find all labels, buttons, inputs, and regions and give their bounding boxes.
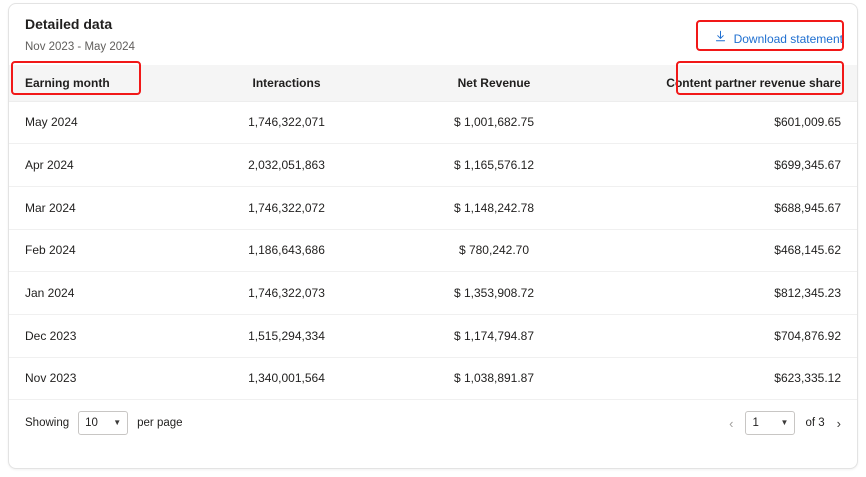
chevron-left-icon[interactable]: ‹: [729, 415, 734, 431]
column-header-interactions: Interactions: [184, 65, 389, 101]
cell-partner-share: $601,009.65: [599, 101, 857, 144]
cell-net-revenue: $ 1,165,576.12: [389, 144, 599, 187]
current-page-value: 1: [752, 417, 759, 430]
per-page-label: per page: [137, 417, 183, 430]
cell-net-revenue: $ 1,148,242.78: [389, 186, 599, 229]
table-row[interactable]: [9, 186, 857, 229]
column-header-net-revenue: Net Revenue: [389, 65, 599, 101]
table-row[interactable]: [9, 144, 857, 187]
cell-earning-month: Feb 2024: [9, 229, 184, 272]
cell-partner-share: $812,345.23: [599, 272, 857, 315]
detailed-data-card: [8, 3, 858, 469]
cell-earning-month: Apr 2024: [9, 144, 184, 187]
chevron-right-icon[interactable]: ›: [836, 415, 841, 431]
cell-earning-month: Nov 2023: [9, 357, 184, 400]
download-icon: [714, 30, 727, 47]
column-header-earning-month: Earning month: [9, 65, 184, 101]
cell-partner-share: $468,145.62: [599, 229, 857, 272]
download-statement-label[interactable]: Download statement: [733, 31, 843, 46]
cell-partner-share: $699,345.67: [599, 144, 857, 187]
table-footer: [9, 400, 857, 446]
card-header: [9, 4, 857, 55]
page-size-control: [25, 411, 183, 435]
table-row[interactable]: [9, 101, 857, 144]
cell-interactions: 1,746,322,071: [184, 101, 389, 144]
cell-net-revenue: $ 1,353,908.72: [389, 272, 599, 315]
cell-interactions: 1,746,322,072: [184, 186, 389, 229]
cell-interactions: 1,515,294,334: [184, 314, 389, 357]
cell-partner-share: $623,335.12: [599, 357, 857, 400]
cell-partner-share: $704,876.92: [599, 314, 857, 357]
page-count-label: of 3: [805, 417, 825, 430]
table-body: [9, 101, 857, 400]
column-header-content-partner-revenue-share: Content partner revenue share: [599, 65, 857, 101]
detailed-data-table: [9, 65, 857, 400]
cell-earning-month: May 2024: [9, 101, 184, 144]
table-row[interactable]: [9, 229, 857, 272]
table-header-row: [9, 65, 857, 101]
page-title: Detailed data: [25, 16, 113, 32]
chevron-down-icon: ▼: [780, 418, 789, 428]
cell-net-revenue: $ 1,174,794.87: [389, 314, 599, 357]
pagination-control: [727, 411, 843, 435]
cell-earning-month: Mar 2024: [9, 186, 184, 229]
download-statement-button[interactable]: [708, 26, 849, 51]
cell-interactions: 2,032,051,863: [184, 144, 389, 187]
cell-net-revenue: $ 1,038,891.87: [389, 357, 599, 400]
showing-label: Showing: [25, 417, 70, 430]
chevron-down-icon: ▼: [113, 418, 122, 428]
table-row[interactable]: [9, 314, 857, 357]
table-row[interactable]: [9, 357, 857, 400]
cell-partner-share: $688,945.67: [599, 186, 857, 229]
page-size-select[interactable]: [78, 411, 128, 435]
cell-interactions: 1,746,322,073: [184, 272, 389, 315]
cell-net-revenue: $ 780,242.70: [389, 229, 599, 272]
date-range-subtitle: Nov 2023 - May 2024: [25, 41, 135, 53]
cell-interactions: 1,186,643,686: [184, 229, 389, 272]
page-number-select[interactable]: [745, 411, 795, 435]
table-row[interactable]: [9, 272, 857, 315]
cell-earning-month: Dec 2023: [9, 314, 184, 357]
cell-net-revenue: $ 1,001,682.75: [389, 101, 599, 144]
cell-earning-month: Jan 2024: [9, 272, 184, 315]
page-size-value: 10: [85, 417, 98, 430]
cell-interactions: 1,340,001,564: [184, 357, 389, 400]
